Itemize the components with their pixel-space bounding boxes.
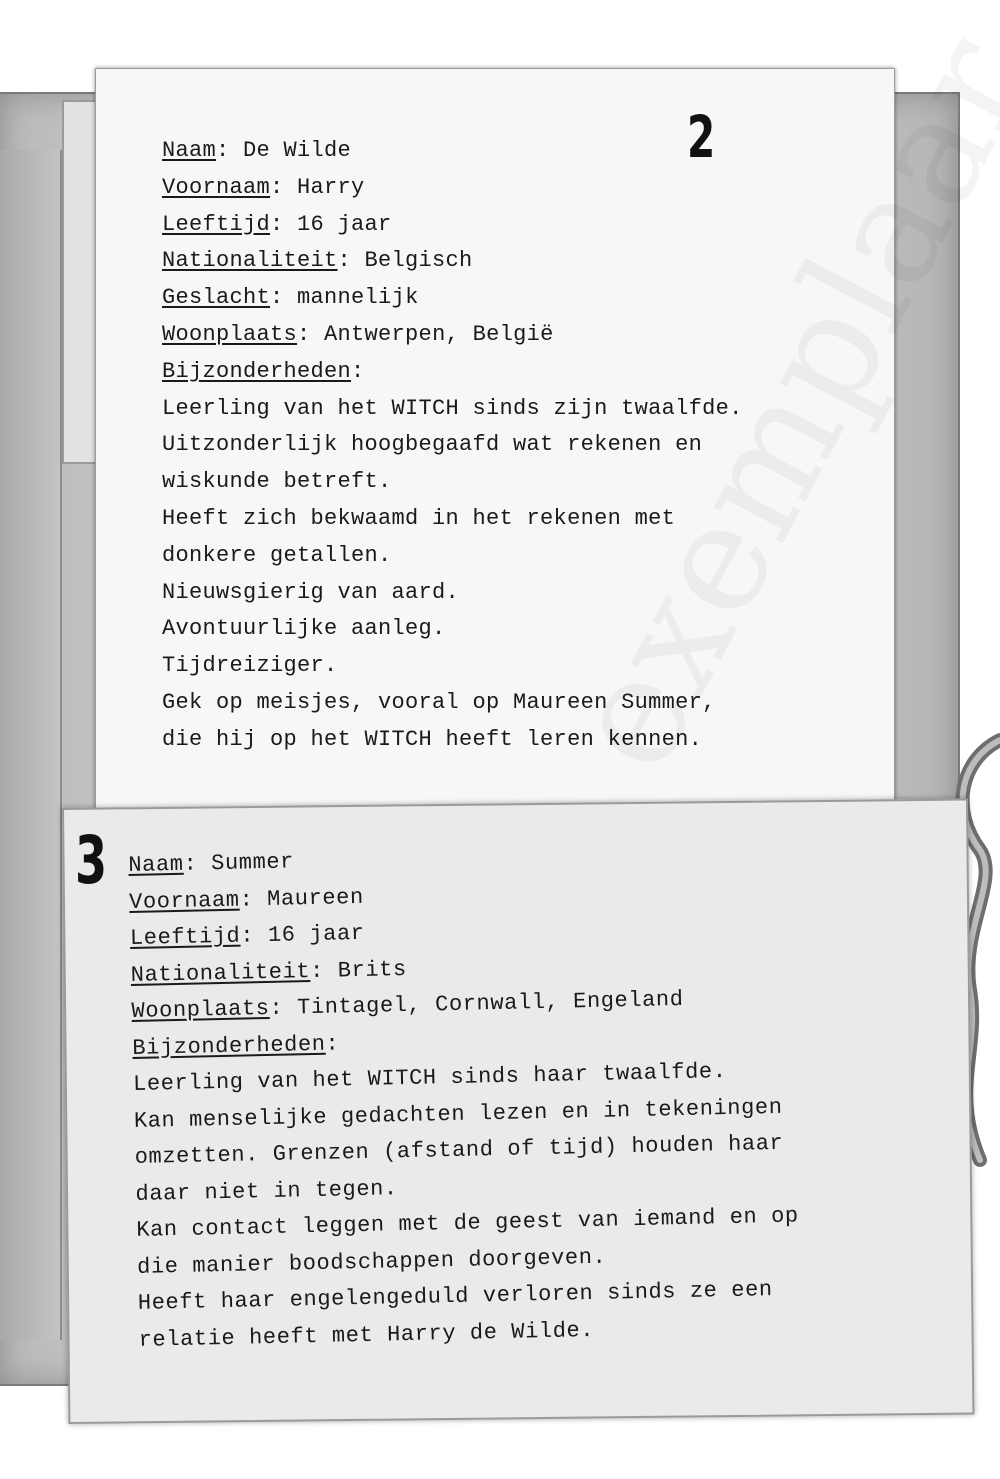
field-value: Harry [297, 174, 365, 200]
field-leeftijd: Leeftijd: 16 jaar [129, 920, 365, 951]
field-label: Woonplaats [162, 321, 298, 347]
field-voornaam: Voornaam: Maureen [128, 884, 365, 915]
detail-line: Heeft haar engelengeduld verloren sinds ze een [137, 1277, 773, 1316]
detail-line: Gek op meisjes, vooral op Maureen Summer, [162, 689, 716, 715]
field-leeftijd: Leeftijd: 16 jaar [162, 211, 392, 237]
field-geslacht: Geslacht: mannelijk [162, 285, 419, 311]
field-woonplaats: Woonplaats: Antwerpen, België [162, 321, 554, 347]
field-naam: Naam: Summer [128, 849, 295, 878]
field-label: Voornaam [162, 174, 271, 200]
detail-line: Tijdreiziger. [162, 653, 338, 679]
sheet-text [162, 133, 862, 759]
field-label: Leeftijd [129, 923, 241, 951]
field-bijzonderheden: Bijzonderheden: [162, 358, 365, 384]
field-label: Nationaliteit [130, 958, 311, 988]
field-label: Voornaam [128, 887, 240, 915]
detail-line: donkere getallen. [162, 542, 392, 568]
detail-line: Heeft zich bekwaamd in het rekenen met [162, 505, 676, 531]
field-voornaam: Voornaam: Harry [162, 174, 365, 200]
card-number: 3 [75, 822, 108, 899]
field-label: Bijzonderheden [162, 358, 352, 384]
detail-line: wiskunde betreft. [162, 469, 392, 495]
field-nationaliteit: Nationaliteit: Belgisch [162, 248, 473, 274]
detail-line: daar niet in tegen. [135, 1175, 399, 1207]
field-naam: Naam: De Wilde [162, 138, 352, 163]
detail-line: die hij op het WITCH heeft leren kennen. [162, 726, 703, 752]
field-woonplaats: Woonplaats: Tintagel, Cornwall, Engeland [131, 986, 684, 1024]
detail-line: die manier boodschappen doorgeven. [136, 1244, 607, 1280]
detail-line: Avontuurlijke aanleg. [162, 616, 446, 642]
field-value: 16 jaar [297, 211, 392, 237]
detail-line: Nieuwsgierig van aard. [162, 579, 460, 605]
field-label: Bijzonderheden [132, 1031, 326, 1061]
field-value: mannelijk [297, 285, 419, 311]
field-label: Leeftijd [162, 211, 271, 237]
field-value [339, 1031, 340, 1056]
field-label: Geslacht [162, 285, 271, 311]
detail-line: Leerling van het WITCH sinds zijn twaalfde. [162, 395, 743, 421]
field-value: Brits [337, 956, 408, 983]
field-label: Nationaliteit [162, 248, 338, 274]
field-value: 16 jaar [267, 920, 365, 948]
field-value: Maureen [266, 884, 365, 912]
folder-spine [0, 150, 62, 1340]
field-bijzonderheden: Bijzonderheden: [132, 1030, 340, 1061]
detail-line: omzetten. Grenzen (afstand of tijd) houden haar [134, 1130, 784, 1170]
field-nationaliteit: Nationaliteit: Brits [130, 956, 408, 988]
field-value: Tintagel, Cornwall, Engeland [296, 986, 684, 1021]
card-text [128, 831, 929, 1359]
detail-line: Kan contact leggen met de geest van iemand en op [136, 1203, 799, 1243]
field-value: Summer [210, 849, 295, 877]
sheet-number: 2 [687, 103, 716, 171]
field-label: Naam [128, 851, 184, 878]
field-label: Naam [162, 138, 217, 163]
field-label: Woonplaats [131, 995, 270, 1024]
field-value: De Wilde [243, 138, 352, 163]
detail-line: Leerling van het WITCH sinds haar twaalfde. [132, 1058, 727, 1097]
detail-line: relatie heeft met Harry de Wilde. [138, 1317, 595, 1353]
detail-line: Kan menselijke gedachten lezen en in tekeningen [133, 1094, 783, 1134]
field-value: Antwerpen, België [324, 321, 554, 347]
field-value: Belgisch [364, 248, 473, 274]
detail-line: Uitzonderlijk hoogbegaafd wat rekenen en [162, 432, 703, 458]
